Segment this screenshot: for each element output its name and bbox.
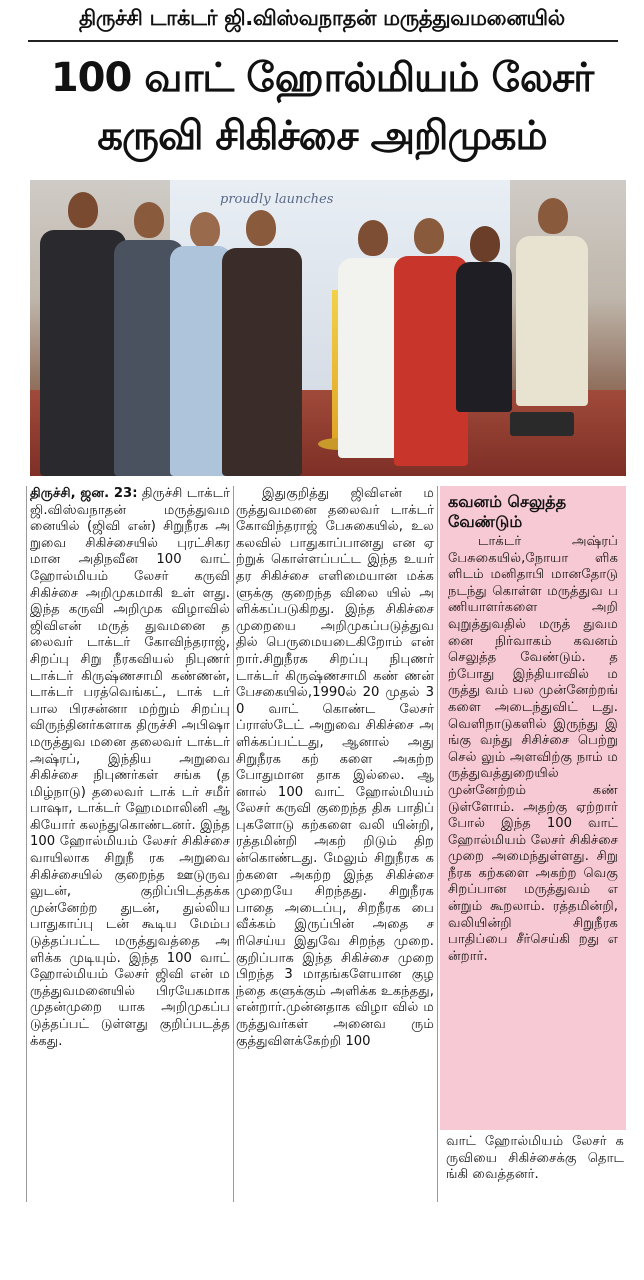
column-rule — [437, 486, 438, 1202]
person-body — [456, 262, 512, 412]
sidebar-box — [440, 486, 626, 1130]
column-1 — [30, 486, 230, 1202]
news-photo — [30, 180, 626, 476]
dateline: திருச்சி, ஜன. 23: — [30, 486, 138, 501]
person-head — [358, 220, 388, 256]
column-2-text: இதுகுறித்து ஜிவிஎன் மருத்துவமனை தலைவர் டாக்டர் கோவிந்தராஜ் பேசுகையில், உலகலவில் பாதுகாப்பானது என ஏற்றுக் கொள்ளப்பட்ட இந்த உயர் தர சிகிச்சை எளிமையான மக்களுக்கு குறைந்த விலை யில் அளிக்கப்படுகிறது. இந்த சிகிச்சை முறையை அறிமுகப்படுத்துவதில் பெருமையடைகிறோம் என் றார்.சிறுநீரக சிறப்பு நிபுணர் டாக்டர் கிருஷ்ணசாமி கண் ணன் பேசகையில்,1990ல் 20 முதல் 30 வாட் கொண்ட லேசர் ப்ராஸ்டேட் அறுவை சிகிச்சை அளிக்கப்பட்டது, ஆனால் அது சிறுநீரக கற் களை அகற்ற போதுமான தாக இல்லை. ஆனால் 100 வாட் ஹோல்மியம் லேசர் கருவி குறைந்த திசு பாதிப் புகளோடு கற்களை வலி யின்றி, ரத்தமின்றி அகற் றிடும் திறன்கொண்டது. மேலும் சிறுநீரக கற்களை அகற்ற இந்த சிகிச்சை முறையே சிறந்தது. சிறுநீரக பாதை அடைப்பு, சிறநீரக பை வீக்கம் இருப்பின் அதை சரிசெய்ய இதுவே சிறந்த முறை. குறிப்பாக இந்த சிகிச்சை முறை பிறந்த 3 மாதங்களேயான குழந்தை களுக்கும் அளிக்க உகந்தது, என்றார்.முன்னதாக விழா வில் மருத்துவர்கள் அனைவ ரும் குத்துவிளக்கேற்றி 100 — [236, 486, 434, 1049]
sidebar-title: கவனம் செலுத்த வேண்டும் — [448, 492, 567, 531]
person-body — [222, 248, 302, 476]
kicker: திருச்சி டாக்டர் ஜி.விஸ்வநாதன் மருத்துவமனையில் — [79, 6, 565, 30]
person-head — [190, 212, 220, 248]
photo-projector — [510, 412, 574, 436]
column-3-tail: வாட் ஹோல்மியம் லேசர் கருவியை சிகிச்சைக்கு தொடங்கி வைத்தனர். — [446, 1134, 624, 1183]
person-body — [516, 236, 588, 406]
person-head — [246, 210, 276, 246]
kicker-rule — [28, 40, 618, 42]
headline-line-1: 100 வாட் ஹோல்மியம் லேசர் — [50, 55, 594, 101]
column-1-text: திருச்சி டாக்டர் ஜி.விஸ்வநாதன் மருத்துவமனையில் (ஜிவி என்) சிறுநீரக அறுவை சிகிச்சையில் புரட்சிகர மான அதிநவீன 100 வாட் ஹோல்மியம் லேசர் கருவி சிகிச்சை அறிமுகமாகி உள் ளது. இந்த கருவி அறிமுக விழாவில் ஜிவிஎன் மருத் துவமனை தலைவர் டாக்டர் கோவிந்தராஜ், சிறப்பு சிறு நீரகவியல் நிபுணர் டாக்டர் கிருஷ்ணசாமி கண்ணன், டாக்டர் பரத்வெங்கட், டாக் டர் பால பிரசன்னா மற்றும் சிறப்பு விருந்தினர்களாக திருச்சி அபிஷா மருத்துவ மனை தலைவர் டாக்டர் அஷ்ரப், இந்திய அறுவை சிகிச்சை நிபுணர்கள் சங்க (தமிழ்நாடு) தலைவர் டாக் டர் சமீர் பாஷா, டாக்டர் ஹேமமாலினி ஆகியோர் கலந்துகொண்டனர். இந்த 100 ஹோல்மியம் லேசர் சிகிச்சை வாயிலாக சிறுநீ ரக அறுவை சிகிச்சையில் குறைந்த ஊடுருவலுடன், குறிப்பிடத்தக்க முன்னேற்ற துடன், துல்லிய பாதுகாப்பு டன் கூடிய மேம்படுத்தப்பட்ட மருத்துவத்தை அளிக்க முடியும். இந்த 100 வாட் ஹோல்மியம் லேசர் ஜிவி என் மருத்துவமனையில் பிரயேகமாக முதன்முறை யாக அறிமுகப்படுத்தப்பட் டுள்ளது குறிப்படத்தக்கது. — [30, 486, 230, 1049]
person-head — [538, 198, 568, 234]
sidebar-text: டாக்டர் அஷ்ரப் பேசுகையில்,நோயா ளிகளிடம் மனிதாபி மானதோடு நடந்து கொள்ள மருத்துவ பணியாளர்களை அறி வுறுத்துவதில் மருத் துவமனை நிர்வாகம் கவனம் செலுத்த வேண்டும். தற்போது இந்தியாவில் மருத்து வம் பல முன்னேற்றங் களை அடைந்துவிட் டது. வெளிநாடுகளில் இருந்து இங்கு வந்து சிசிச்சை பெற்று செல் லும் அளவிற்கு நாம் மருத்துவத்துறையில் முன்னேற்றம் கண் டுள்ளோம். அதற்கு ஏற்றார் போல் இந்த 100 வாட் ஹோல்மியம் லேசர் சிகிச்சை முறை அமைந்துள்ளது. சிறு நீரக கற்களை அகற்ற வெகு சிறப்பான மருத்துவம் என்றும் கூறலாம். ரத்தமின்றி, வலியின்றி சிறுநீரக பாதிப்பை சீர்செய்கி றது என்றார். — [448, 534, 618, 964]
column-2 — [236, 486, 434, 1202]
person-head — [414, 218, 444, 254]
column-rule-left — [26, 486, 27, 1202]
column-rule — [233, 486, 234, 1202]
person-head — [470, 226, 500, 262]
headline-line-2: கருவி சிகிச்சை அறிமுகம் — [97, 113, 547, 159]
person-head — [68, 192, 98, 228]
person-head — [134, 202, 164, 238]
photo-banner-text: proudly launches — [220, 192, 334, 207]
